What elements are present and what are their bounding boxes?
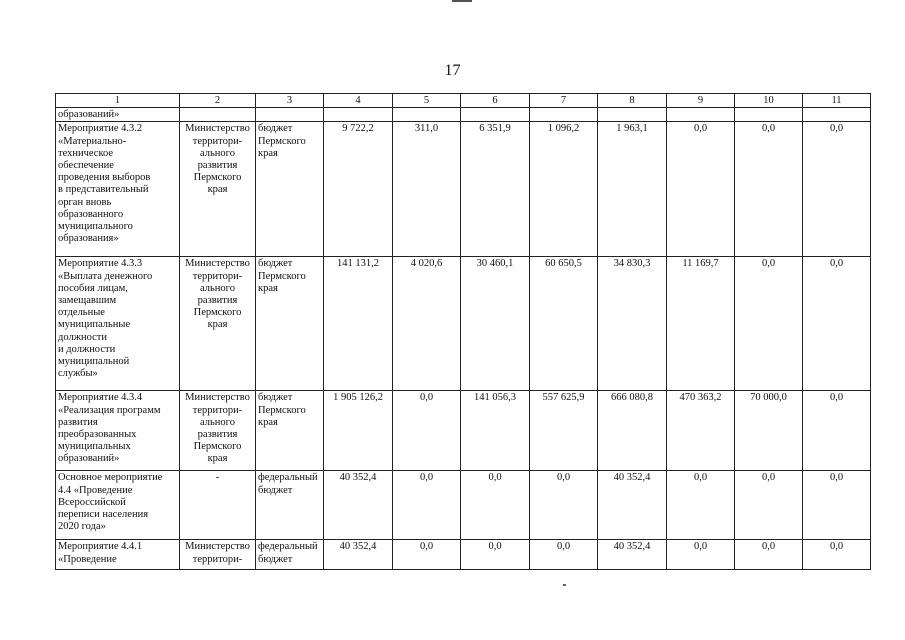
amount-cell: 0,0 — [530, 471, 598, 540]
funding-source-cell: бюджет Пермского края — [256, 391, 324, 471]
amount-cell: 40 352,4 — [324, 540, 393, 570]
activity-name-cell: Мероприятие 4.3.3 «Выплата денежного пособия лицам, замещавшим отдельные муниципальные должности и должности муниципальной службы» — [56, 257, 180, 391]
amount-cell: 0,0 — [735, 471, 803, 540]
amount-cell: 40 352,4 — [598, 540, 667, 570]
amount-cell: 0,0 — [393, 471, 461, 540]
table-row — [56, 108, 871, 122]
amount-cell: 141 131,2 — [324, 257, 393, 391]
amount-cell: 0,0 — [803, 391, 871, 471]
amount-cell: 30 460,1 — [461, 257, 530, 391]
amount-cell: 0,0 — [735, 122, 803, 257]
column-header: 2 — [180, 94, 256, 108]
page-speck — [563, 584, 566, 586]
amount-cell: 0,0 — [667, 471, 735, 540]
activity-name-cell: Основное мероприятие 4.4 «Проведение Всероссийской переписи населения 2020 года» — [56, 471, 180, 540]
amount-cell: 0,0 — [393, 540, 461, 570]
amount-cell: 0,0 — [803, 257, 871, 391]
column-header: 5 — [393, 94, 461, 108]
page-number: 17 — [444, 62, 461, 79]
column-header: 11 — [803, 94, 871, 108]
amount-cell — [803, 108, 871, 122]
column-header: 10 — [735, 94, 803, 108]
column-header: 8 — [598, 94, 667, 108]
table-row — [56, 471, 871, 540]
amount-cell: 0,0 — [461, 540, 530, 570]
responsible-executor-cell: Министерство территори- ального развития Пермского края — [180, 391, 256, 471]
amount-cell: 40 352,4 — [324, 471, 393, 540]
funding-source-cell — [256, 108, 324, 122]
amount-cell: 1 963,1 — [598, 122, 667, 257]
activity-name-cell: Мероприятие 4.3.4 «Реализация программ развития преобразованных муниципальных образований» — [56, 391, 180, 471]
amount-cell: 34 830,3 — [598, 257, 667, 391]
column-header: 6 — [461, 94, 530, 108]
amount-cell: 141 056,3 — [461, 391, 530, 471]
amount-cell: 70 000,0 — [735, 391, 803, 471]
amount-cell — [324, 108, 393, 122]
responsible-executor-cell: - — [180, 471, 256, 540]
amount-cell: 0,0 — [803, 122, 871, 257]
amount-cell: 0,0 — [530, 540, 598, 570]
table-row — [56, 257, 871, 391]
amount-cell: 60 650,5 — [530, 257, 598, 391]
amount-cell: 470 363,2 — [667, 391, 735, 471]
table-row — [56, 391, 871, 471]
amount-cell: 1 905 126,2 — [324, 391, 393, 471]
amount-cell — [667, 108, 735, 122]
budget-table — [55, 93, 871, 570]
amount-cell: 557 625,9 — [530, 391, 598, 471]
amount-cell — [598, 108, 667, 122]
table-row — [56, 540, 871, 570]
column-header: 1 — [56, 94, 180, 108]
amount-cell: 0,0 — [461, 471, 530, 540]
responsible-executor-cell: Министерство территори- ального развития Пермского края — [180, 122, 256, 257]
amount-cell — [530, 108, 598, 122]
funding-source-cell: бюджет Пермского края — [256, 257, 324, 391]
amount-cell: 311,0 — [393, 122, 461, 257]
activity-name-cell: Мероприятие 4.4.1 «Проведение — [56, 540, 180, 570]
amount-cell: 6 351,9 — [461, 122, 530, 257]
activity-name-cell: Мероприятие 4.3.2 «Материально- техническое обеспечение проведения выборов в представительный орган вновь образованного муниципального образования» — [56, 122, 180, 257]
amount-cell: 4 020,6 — [393, 257, 461, 391]
responsible-executor-cell: Министерство территори- ального развития Пермского края — [180, 257, 256, 391]
amount-cell: 0,0 — [393, 391, 461, 471]
amount-cell: 0,0 — [667, 122, 735, 257]
responsible-executor-cell — [180, 108, 256, 122]
amount-cell: 11 169,7 — [667, 257, 735, 391]
amount-cell — [393, 108, 461, 122]
funding-source-cell: бюджет Пермского края — [256, 122, 324, 257]
responsible-executor-cell: Министерство территори- — [180, 540, 256, 570]
amount-cell: 0,0 — [735, 540, 803, 570]
table-row — [56, 122, 871, 257]
amount-cell: 9 722,2 — [324, 122, 393, 257]
amount-cell — [735, 108, 803, 122]
amount-cell: 1 096,2 — [530, 122, 598, 257]
amount-cell: 0,0 — [803, 540, 871, 570]
amount-cell: 40 352,4 — [598, 471, 667, 540]
amount-cell: 0,0 — [803, 471, 871, 540]
column-header: 3 — [256, 94, 324, 108]
amount-cell: 0,0 — [667, 540, 735, 570]
funding-source-cell: федеральный бюджет — [256, 540, 324, 570]
column-header: 4 — [324, 94, 393, 108]
top-edge-mark — [452, 0, 472, 2]
funding-source-cell: федеральный бюджет — [256, 471, 324, 540]
column-header: 9 — [667, 94, 735, 108]
column-header: 7 — [530, 94, 598, 108]
amount-cell: 666 080,8 — [598, 391, 667, 471]
activity-name-cell: образований» — [56, 108, 180, 122]
amount-cell — [461, 108, 530, 122]
amount-cell: 0,0 — [735, 257, 803, 391]
column-number-row — [56, 94, 871, 108]
